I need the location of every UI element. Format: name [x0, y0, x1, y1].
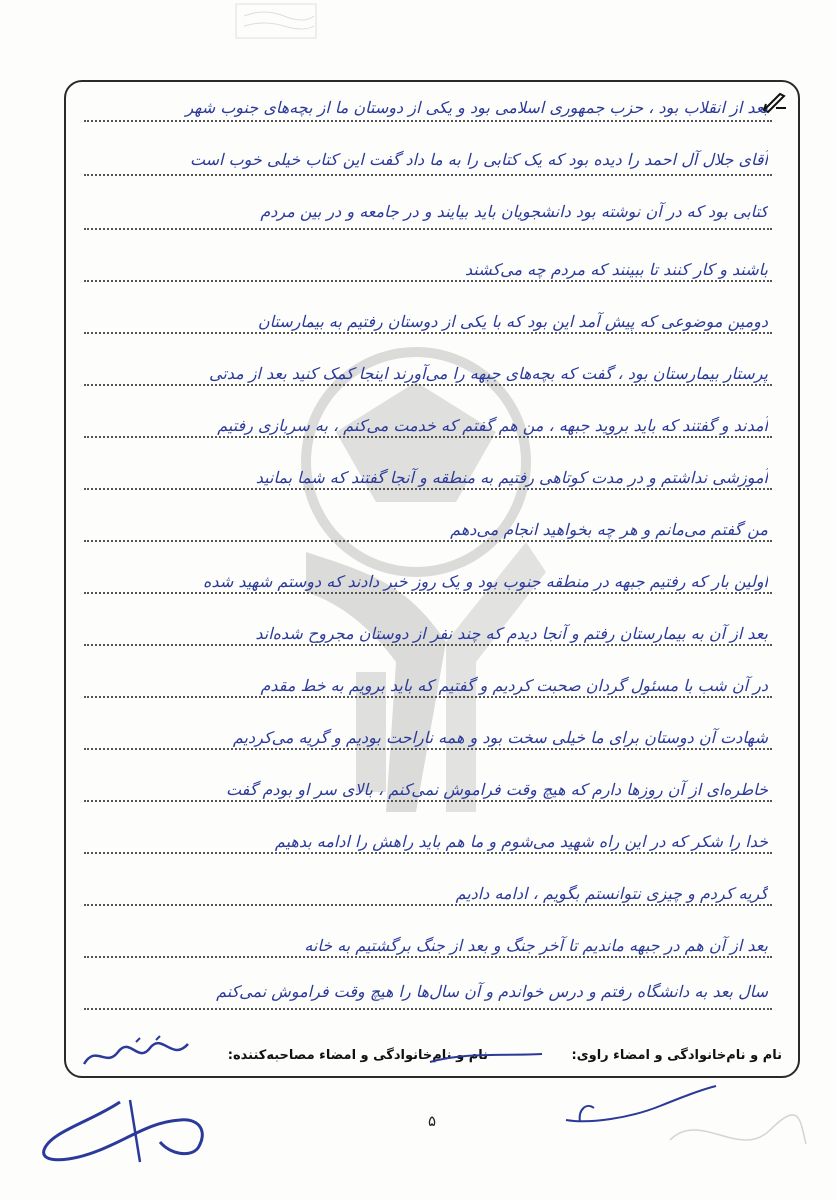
handwritten-line: بعد از آن هم در جبهه ماندیم تا آخر جنگ و بعد از جنگ برگشتیم به خانه — [304, 936, 768, 955]
handwritten-line: اولین بار که رفتیم جبهه در منطقه جنوب بود و یک روز خبر دادند که دوستم شهید شده — [203, 572, 768, 591]
ruled-line — [84, 120, 772, 122]
handwritten-line: گریه کردم و چیزی نتوانستم بگویم ، ادامه دادیم — [455, 884, 768, 903]
handwritten-line: سال بعد به دانشگاه رفتم و درس خواندم و آن سال‌ها را هیچ وقت فراموش نمی‌کنم — [216, 982, 768, 1001]
page-number: ۵ — [428, 1112, 437, 1130]
handwritten-line: بعد از آن به بیمارستان رفتم و آنجا دیدم که چند نفر از دوستان مجروح شده‌اند — [255, 624, 768, 643]
interviewer-signature-stroke — [426, 1042, 546, 1076]
handwritten-line: در آن شب با مسئول گردان صحبت کردیم و گفتیم که باید برویم به خط مقدم — [260, 676, 768, 695]
handwritten-line: خاطره‌ای از آن روزها دارم که هیچ وقت فراموش نمی‌کنم ، بالای سر او بودم گفت — [225, 780, 768, 799]
handwritten-line: آقای جلال آل احمد را دیده بود که یک کتابی را به ما داد گفت این کتاب خیلی خوب است — [189, 150, 768, 169]
handwritten-line: آمدند و گفتند که باید بروید جبهه ، من هم گفتم که خدمت می‌کنم ، به سربازی رفتیم — [217, 416, 768, 435]
handwritten-line: کتابی بود که در آن نوشته بود دانشجویان باید بیایند و در جامعه و در بین مردم — [260, 202, 768, 221]
handwritten-line: بعد از انقلاب بود ، حزب جمهوری اسلامی بود و یکی از دوستان ما از بچه‌های جنوب شهر — [185, 98, 768, 117]
ruled-line — [84, 228, 772, 230]
faint-header-stamp — [232, 0, 322, 48]
ruled-line — [84, 174, 772, 176]
handwritten-line: خدا را شکر که در این راه شهید می‌شوم و ما هم باید راهش را ادامه بدهیم — [274, 832, 768, 851]
page-frame — [64, 80, 800, 1078]
handwritten-line: پرستار بیمارستان بود ، گفت که بچه‌های جبهه را می‌آورند اینجا کمک کنید بعد از مدتی — [208, 364, 768, 383]
handwritten-line: دومین موضوعی که پیش آمد این بود که با یکی از دوستان رفتیم به بیمارستان — [257, 312, 768, 331]
faint-stamp-signature — [660, 1100, 810, 1174]
witness-signature — [30, 1092, 220, 1176]
handwritten-line: شهادت آن دوستان برای ما خیلی سخت بود و همه ناراحت بودیم و گریه می‌کردیم — [232, 728, 768, 747]
handwritten-line: من گفتم می‌مانم و هر چه بخواهید انجام می‌دهم — [450, 520, 768, 539]
narrator-signature-label: نام و نام‌خانوادگی و امضاء راوی: — [571, 1048, 782, 1063]
narrator-signature — [76, 1034, 196, 1078]
handwritten-line: باشند و کار کنند تا ببینند که مردم چه می‌کشند — [465, 260, 768, 279]
handwritten-line: آموزشی نداشتم و در مدت کوتاهی رفتیم به منطقه و آنجا گفتند که شما بمانید — [255, 468, 768, 487]
interviewer-signature-label: نام و نام‌خانوادگی و امضاء مصاحبه‌کننده: — [227, 1048, 488, 1063]
